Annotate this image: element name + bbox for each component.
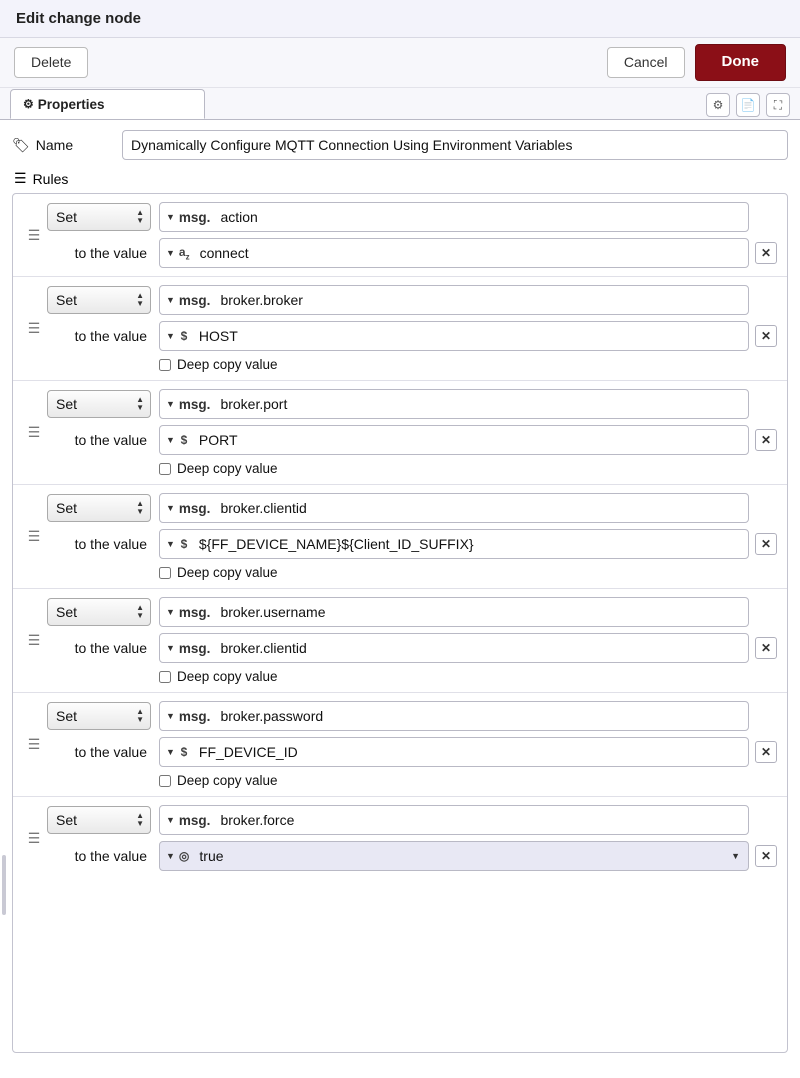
rule-operation-select-wrap	[47, 806, 151, 834]
select-arrows-icon: ▲ ▼	[136, 499, 144, 516]
rule-operation-select[interactable]	[47, 286, 151, 314]
to-value-label: to the value	[74, 744, 147, 760]
chevron-down-icon: ▼	[166, 606, 175, 617]
chevron-down-icon: ▼	[166, 710, 175, 721]
rule-operation-select[interactable]	[47, 390, 151, 418]
select-arrows-icon: ▲ ▼	[136, 603, 144, 620]
chevron-down-icon: ▼	[166, 294, 175, 305]
drag-handle[interactable]: ☰	[27, 320, 41, 336]
scrollbar-thumb[interactable]	[2, 855, 6, 915]
rule-target-field[interactable]	[159, 202, 749, 232]
deep-copy-label: Deep copy value	[177, 669, 278, 684]
rule-target-field[interactable]	[159, 493, 749, 523]
rule-operation-select-wrap	[47, 390, 151, 418]
rule-value-input[interactable]	[195, 842, 723, 870]
deep-copy-row	[159, 773, 777, 788]
tab-properties-label: Properties	[37, 96, 105, 112]
rule-operation-select[interactable]	[47, 702, 151, 730]
rule-value-input[interactable]	[195, 738, 748, 766]
dialog-body	[0, 120, 800, 1053]
rule-value-field[interactable]	[159, 529, 749, 559]
gear-icon: ⚙	[23, 97, 34, 111]
rule-target-type[interactable]: ▼ msg.	[166, 812, 211, 828]
rule-row	[13, 589, 787, 693]
env-type-icon: $	[180, 745, 188, 759]
rule-target-type[interactable]: ▼ msg.	[166, 604, 211, 620]
rule-value-input[interactable]	[216, 634, 748, 662]
tab-properties[interactable]	[10, 89, 205, 119]
msg-type-icon: msg.	[178, 640, 211, 656]
rule-target-type[interactable]: ▼ msg.	[166, 708, 211, 724]
rule-target-field[interactable]	[159, 805, 749, 835]
delete-rule-button[interactable]: ✕	[755, 242, 777, 264]
rule-value-field[interactable]	[159, 321, 749, 351]
rule-value-field[interactable]	[159, 841, 749, 871]
deep-copy-row	[159, 669, 777, 684]
name-input[interactable]	[122, 130, 788, 160]
rule-row	[13, 693, 787, 797]
tab-action-icons	[706, 93, 790, 117]
rules-label-group	[14, 170, 788, 187]
deep-copy-row	[159, 357, 777, 372]
rule-row	[13, 194, 787, 277]
to-value-label: to the value	[74, 328, 147, 344]
rule-value-input[interactable]	[195, 426, 748, 454]
rule-row	[13, 277, 787, 381]
deep-copy-checkbox[interactable]	[159, 775, 171, 787]
dialog-header	[0, 0, 800, 38]
rules-list	[12, 193, 788, 1053]
rule-value-field[interactable]	[159, 238, 749, 268]
rule-target-input[interactable]	[216, 806, 748, 834]
rule-target-type[interactable]: ▼ msg.	[166, 209, 211, 225]
name-label-group	[12, 137, 122, 154]
deep-copy-checkbox[interactable]	[159, 567, 171, 579]
rule-value-field[interactable]	[159, 425, 749, 455]
gear-icon[interactable]: ⚙	[706, 93, 730, 117]
chevron-down-icon[interactable]: ▼	[731, 851, 740, 861]
drag-handle[interactable]: ☰	[27, 736, 41, 752]
rule-target-type[interactable]: ▼ msg.	[166, 396, 211, 412]
drag-handle[interactable]: ☰	[27, 528, 41, 544]
rule-target-input[interactable]	[216, 286, 748, 314]
to-value-label: to the value	[74, 245, 147, 261]
delete-rule-button[interactable]: ✕	[755, 533, 777, 555]
rule-value-input[interactable]	[196, 239, 748, 267]
chevron-down-icon: ▼	[166, 746, 175, 757]
deep-copy-row	[159, 565, 777, 580]
rule-target-field[interactable]	[159, 701, 749, 731]
select-arrows-icon: ▲ ▼	[136, 395, 144, 412]
rule-value-type[interactable]	[160, 426, 195, 454]
deep-copy-label: Deep copy value	[177, 357, 278, 372]
drag-handle[interactable]: ☰	[27, 226, 41, 243]
deep-copy-label: Deep copy value	[177, 565, 278, 580]
env-type-icon: $	[180, 329, 188, 343]
chevron-down-icon: ▼	[166, 642, 175, 653]
delete-rule-button[interactable]: ✕	[755, 741, 777, 763]
chevron-down-icon: ▼	[166, 538, 175, 549]
deep-copy-checkbox[interactable]	[159, 359, 171, 371]
rule-operation-select-wrap	[47, 702, 151, 730]
chevron-down-icon: ▼	[166, 502, 175, 513]
select-arrows-icon: ▲ ▼	[136, 291, 144, 308]
rule-operation-select[interactable]	[47, 494, 151, 522]
deep-copy-label: Deep copy value	[177, 773, 278, 788]
select-arrows-icon: ▲ ▼	[136, 811, 144, 828]
rule-value-field[interactable]	[159, 737, 749, 767]
rule-operation-select[interactable]	[47, 203, 151, 231]
rule-operation-select[interactable]	[47, 806, 151, 834]
rule-operation-select[interactable]	[47, 598, 151, 626]
rule-value-input[interactable]	[195, 530, 748, 558]
rule-target-input[interactable]	[216, 598, 748, 626]
done-button[interactable]: Done	[695, 44, 787, 81]
delete-rule-button[interactable]: ✕	[755, 845, 777, 867]
dialog-title: Edit change node	[16, 10, 142, 27]
env-type-icon: $	[180, 433, 188, 447]
chevron-down-icon: ▼	[166, 247, 175, 258]
rule-target-field[interactable]	[159, 285, 749, 315]
rule-value-type[interactable]	[160, 530, 195, 558]
rule-value-input[interactable]	[195, 322, 748, 350]
expand-icon[interactable]: ⛶	[766, 93, 790, 117]
deep-copy-checkbox[interactable]	[159, 671, 171, 683]
chevron-down-icon: ▼	[166, 398, 175, 409]
rule-target-field[interactable]	[159, 597, 749, 627]
drag-handle[interactable]: ☰	[27, 829, 41, 846]
deep-copy-row	[159, 461, 777, 476]
rule-value-field[interactable]	[159, 633, 749, 663]
rule-target-type[interactable]: ▼ msg.	[166, 500, 211, 516]
rule-target-type[interactable]: ▼ msg.	[166, 292, 211, 308]
env-type-icon: $	[180, 537, 188, 551]
select-arrows-icon: ▲ ▼	[136, 707, 144, 724]
string-type-icon: $a_z$	[178, 244, 190, 262]
delete-rule-button[interactable]: ✕	[755, 325, 777, 347]
deep-copy-checkbox[interactable]	[159, 463, 171, 475]
to-value-label: to the value	[74, 432, 147, 448]
rule-value-type[interactable]	[160, 738, 195, 766]
rule-target-field[interactable]	[159, 389, 749, 419]
drag-handle[interactable]: ☰	[27, 632, 41, 648]
rule-row	[13, 485, 787, 589]
rule-value-type[interactable]	[160, 634, 216, 662]
deep-copy-label: Deep copy value	[177, 461, 278, 476]
document-icon[interactable]: 📄	[736, 93, 760, 117]
boolean-type-icon: ◎	[178, 849, 190, 863]
delete-rule-button[interactable]: ✕	[755, 429, 777, 451]
rule-target-input[interactable]	[216, 702, 748, 730]
rule-target-input[interactable]	[216, 494, 748, 522]
to-value-label: to the value	[74, 640, 147, 656]
chevron-down-icon: ▼	[166, 211, 175, 222]
chevron-down-icon: ▼	[166, 434, 175, 445]
chevron-down-icon: ▼	[166, 850, 175, 861]
rule-row	[13, 381, 787, 485]
tab-bar	[0, 88, 800, 120]
rule-value-type[interactable]	[160, 842, 195, 870]
drag-handle[interactable]: ☰	[27, 424, 41, 440]
list-icon: ☰	[14, 170, 27, 186]
select-arrows-icon: ▲ ▼	[136, 208, 144, 225]
name-label: Name	[35, 137, 74, 153]
chevron-down-icon: ▼	[166, 330, 175, 341]
delete-rule-button[interactable]: ✕	[755, 637, 777, 659]
rule-operation-select-wrap	[47, 598, 151, 626]
dialog-toolbar	[0, 38, 800, 88]
tag-icon: 🏷	[12, 136, 30, 153]
delete-button[interactable]: Delete	[14, 47, 88, 78]
rule-target-input[interactable]	[216, 390, 748, 418]
rule-row	[13, 797, 787, 879]
rule-operation-select-wrap	[47, 203, 151, 231]
rule-value-type[interactable]	[160, 239, 196, 267]
rule-value-type[interactable]	[160, 322, 195, 350]
rule-target-input[interactable]	[216, 203, 748, 231]
rules-label: Rules	[32, 170, 69, 187]
rule-operation-select-wrap	[47, 494, 151, 522]
chevron-down-icon: ▼	[166, 814, 175, 825]
cancel-button[interactable]: Cancel	[607, 47, 685, 78]
rule-operation-select-wrap	[47, 286, 151, 314]
to-value-label: to the value	[74, 536, 147, 552]
to-value-label: to the value	[74, 848, 147, 864]
name-row	[12, 130, 788, 160]
